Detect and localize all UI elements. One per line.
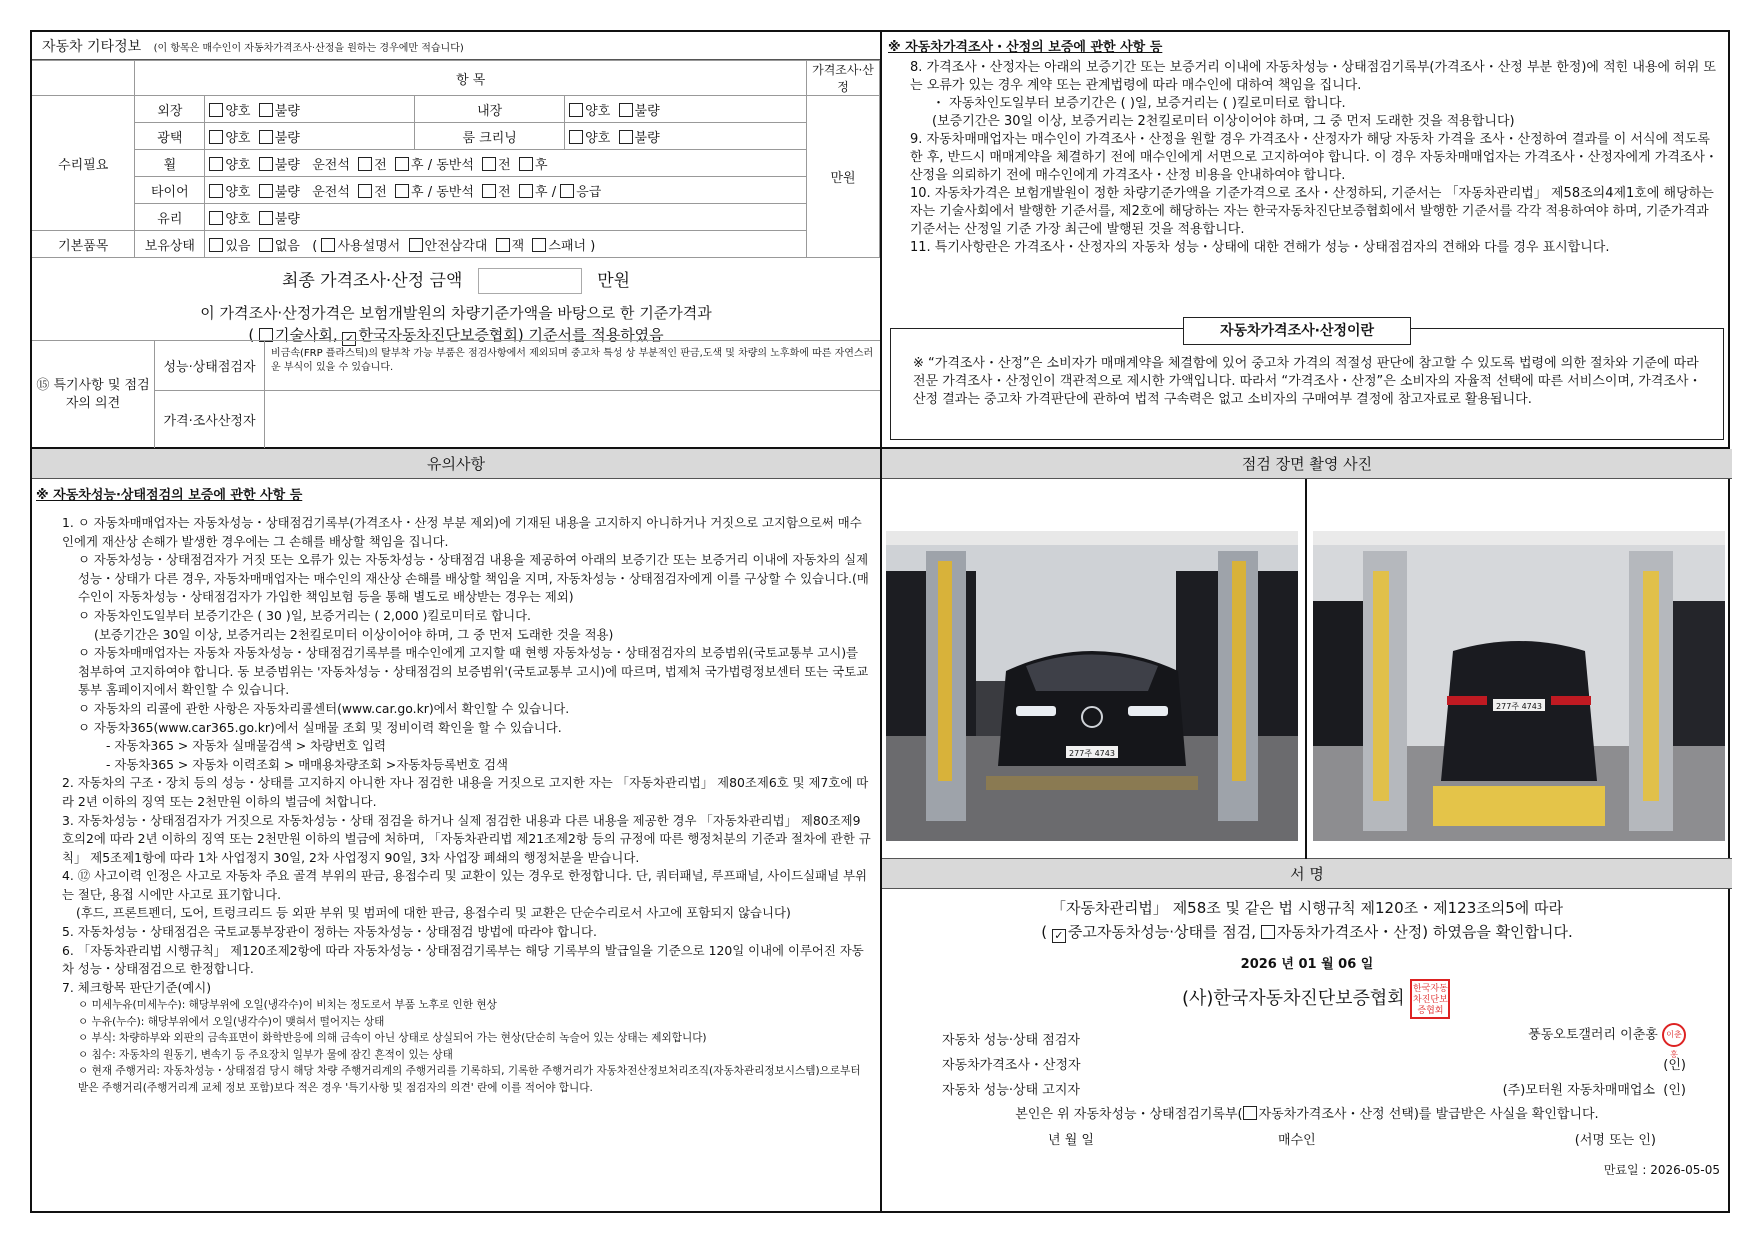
notice-title: ※ 자동차성능·상태점검의 보증에 관한 사항 등 xyxy=(36,488,303,503)
notice-item: - 자동차365 > 자동차 이력조회 > 매매용차량조회 >자동차등록번호 검색 xyxy=(106,756,508,772)
notice-item: 6. 「자동차관리법 시행규칙」 제120조제2항에 따라 자동차성능・상태점검기록부는 해당 기록부의 발급일을 기준으로 120일 이내에 이루어진 자동차 성능・상태점검으로 한정합니다. xyxy=(62,942,864,977)
inspector-label: 자동차 성능·상태 점검자 xyxy=(942,1033,1080,1048)
row-tire-label: 타이어 xyxy=(135,177,205,204)
wheel-passenger-rear-checkbox[interactable] xyxy=(519,157,533,171)
association-stamp: 한국자동차진단보증협회 xyxy=(1410,979,1450,1019)
front-plate: 277주 4743 xyxy=(1069,749,1115,758)
row-owned-label: 보유상태 xyxy=(135,231,205,258)
tire-passenger-front-checkbox[interactable] xyxy=(482,184,496,198)
remarks-inspector-value: 비금속(FRP 플라스틱)의 탈부착 가능 부품은 점검사항에서 제외되며 중고차 특성 상 부분적인 판금,도색 및 차량의 노후화에 따른 자연스러운 부식이 있을 수 있습니다. xyxy=(265,341,880,391)
law-line: 「자동차관리법」 제58조 및 같은 법 시행규칙 제120조・제123조의5에 따라 xyxy=(1050,899,1564,917)
notice-section xyxy=(32,449,880,1215)
appraiser-seal: (인) xyxy=(1663,1058,1686,1073)
notice-item: 4. ⑫ 사고이력 인정은 사고로 자동차 주요 골격 부위의 판금, 용접수리 및 교환이 있는 경우로 한정합니다. 단, 쿼터패널, 루프패널, 사이드실패널 부위는 절단, 용접 시에만 사고로 표기합니다. xyxy=(62,868,867,902)
association-name: (사)한국자동차진단보증협회 한국자동차진단보증협회 xyxy=(1182,979,1450,1019)
price-appraisal-checkbox[interactable] xyxy=(1261,925,1275,939)
row-room-clean-label: 룸 크리닝 xyxy=(415,123,565,150)
final-price-label: 최종 가격조사·산정 금액 xyxy=(281,271,463,291)
notice-item: 3. 자동차성능・상태점검자가 거짓으로 자동차성능・상태 점검을 하거나 실제 점검한 내용과 다른 내용을 제공한 경우 「자동차관리법」 제80조제9호의2에 따라 2년 이하의 징역 또는 2천만원 이하의 벌금에 처하며, 「자동차관리법 제21조제2항 등의 규정에 따른 행정처분의 기준과 절차에 관한 규칙」 제5조제1항에 따라 1차 사업정지 30일, 2차 사업정지 90일, 3차 사업장 폐쇄의 행정처분을 받습니다. xyxy=(62,812,871,865)
notice-item: ㅇ 자동차인도일부터 보증기간은 ( 30 )일, 보증거리는 ( 2,000 )킬로미터로 합니다. xyxy=(78,607,531,623)
final-price-unit: 만원 xyxy=(597,271,631,291)
notice-item: ㅇ 자동차의 리콜에 관한 사항은 자동차리콜센터(www.car.go.kr)에서 확인할 수 있습니다. xyxy=(78,700,570,716)
item-10: 10. 자동차가격은 보험개발원이 정한 차량기준가액을 기준가격으로 조사・산정하되, 기준서는 「자동차관리법」 제58조의4제1호에 해당하는 자는 기술사회에서 발행한 기준서를, 제2호에 해당하는 자는 한국자동차진단보증협회에서 발행한 기준서를 각각 적용하여야 하며, 기준가격과 기준서는 산정일 기준 가장 최근에 발행된 것을 적용합니다. xyxy=(910,186,1714,237)
remarks-appraiser-label: 가격·조사산정자 xyxy=(155,391,265,448)
photo-band: 점검 장면 촬영 사진 xyxy=(882,449,1732,479)
interior-bad-checkbox[interactable] xyxy=(619,103,633,117)
glass-good-checkbox[interactable] xyxy=(209,211,223,225)
notice-item: 5. 자동차성능・상태점검은 국토교통부장관이 정하는 자동차성능・상태점검 방법에 따라야 합니다. xyxy=(62,924,597,940)
gloss-good-checkbox[interactable] xyxy=(209,130,223,144)
signature-block xyxy=(882,889,1732,1215)
room-clean-good-checkbox[interactable] xyxy=(569,130,583,144)
notice-item: 2. 자동차의 구조・장치 등의 성능・상태를 고지하지 아니한 자나 점검한 내용을 거짓으로 고지한 자는 「자동차관리법」 제80조제6호 및 제7호에 따라 2년 이하의 징역 또는 2천만원 이하의 벌금에 처합니다. xyxy=(62,775,869,809)
remarks-label: ⑮ 특기사항 및 점검자의 의견 xyxy=(32,341,155,448)
criteria-item: ㅇ 부식: 차량하부와 외판의 금속표면이 화학반응에 의해 금속이 아닌 상태로 상실되어 가는 현상(단순히 녹슬어 있는 상태는 제외합니다) xyxy=(78,1032,707,1045)
inspector-signature: 풍동오토갤러리 이춘홍 이춘홍 xyxy=(1528,1023,1686,1047)
appraiser-label: 자동차가격조사・산정자 xyxy=(942,1058,1081,1073)
buyer-appraisal-checkbox[interactable] xyxy=(1243,1106,1257,1120)
group-basic-label: 기본품목 xyxy=(32,231,135,258)
appraisal-definition-text: ※ “가격조사・산정”은 소비자가 매매계약을 체결함에 있어 중고차 가격의 적절성 판단에 참고할 수 있도록 법령에 의한 절차와 기준에 따라 전문 가격조사・산정인이 객관적으로 제시한 가액입니다. 따라서 “가격조사・산정”은 소비자의 자율적 선택에 따른 서비스이며, 가격조사・산정 결과는 중고차 가격판단에 관하여 법적 구속력은 없고 소비자의 구매여부 결정에 참고자료로 활용됩니다. xyxy=(913,356,1702,407)
price-appraisal-warranty-section xyxy=(882,32,1732,447)
group-repair-label: 수리필요 xyxy=(32,96,135,231)
wheel-bad-checkbox[interactable] xyxy=(259,157,273,171)
tire-good-checkbox[interactable] xyxy=(209,184,223,198)
notice-item: 1. ㅇ 자동차매매업자는 자동차성능・상태점검기록부(가격조사・산정 부분 제외)에 기재된 내용을 고지하지 아니하거나 거짓으로 고지함으로써 매수인에게 재산상 손해가 발생한 경우에는 그 손해를 배상할 책임을 집니다. xyxy=(62,515,862,549)
remarks-inspector-label: 성능·상태점검자 xyxy=(155,341,265,391)
basis-statement: 이 가격조사·산정가격은 보험개발원의 차량기준가액을 바탕으로 한 기준가격과 ( 기술사회, ✓ 한국자동차진단보증협회) 기준서를 적용하였음 xyxy=(200,304,712,345)
manual-checkbox[interactable] xyxy=(321,238,335,252)
final-price-input[interactable] xyxy=(478,268,582,294)
jack-checkbox[interactable] xyxy=(496,238,510,252)
wheel-good-checkbox[interactable] xyxy=(209,157,223,171)
tire-passenger-rear-checkbox[interactable] xyxy=(519,184,533,198)
notice-item: (보증기간은 30일 이상, 보증거리는 2천킬로미터 이상이어야 하며, 그 중 먼저 도래한 것을 적용) xyxy=(94,626,614,642)
tire-bad-checkbox[interactable] xyxy=(259,184,273,198)
row-wheel-label: 휠 xyxy=(135,150,205,177)
criteria-item: ㅇ 침수: 자동차의 원동기, 변속기 등 주요장치 일부가 물에 잠긴 흔적이 있는 상태 xyxy=(78,1048,453,1061)
section-subtitle: (이 항목은 매수인이 자동차가격조사·산정을 원하는 경우에만 적습니다) xyxy=(153,43,464,54)
buyer-label: 매수인 xyxy=(1278,1133,1316,1148)
notice-item: (후드, 프론트펜더, 도어, 트렁크리드 등 외판 부위 및 범퍼에 대한 판금, 용접수리 및 교환은 단순수리로서 사고에 포함되지 않습니다) xyxy=(76,905,791,921)
tire-driver-rear-checkbox[interactable] xyxy=(395,184,409,198)
exterior-good-checkbox[interactable] xyxy=(209,103,223,117)
row-gloss-label: 광택 xyxy=(135,123,205,150)
expiry-date: 만료일 : 2026-05-05 xyxy=(1603,1163,1720,1177)
item-11: 11. 특기사항란은 가격조사・산정자의 자동차 성능・상태에 대한 견해가 성능・상태점검자의 견해와 다를 경우 표시합니다. xyxy=(910,240,1610,255)
buyer-confirm-line: 본인은 위 자동차성능・상태점검기록부( 자동차가격조사・산정 선택)를 발급받은 사실을 확인합니다. xyxy=(1015,1107,1599,1122)
inspector-seal: 이춘홍 xyxy=(1662,1023,1686,1047)
section-header xyxy=(32,32,880,60)
buyer-date: 년 월 일 xyxy=(1048,1133,1094,1148)
price-unit: 만원 xyxy=(807,96,880,258)
owned-no-checkbox[interactable] xyxy=(259,238,273,252)
row-glass-label: 유리 xyxy=(135,204,205,231)
buyer-signature-slot[interactable]: (서명 또는 인) xyxy=(1574,1133,1656,1148)
appraisal-definition-title: 자동차가격조사·산정이란 xyxy=(1183,317,1411,345)
item-8-note: (보증기간은 30일 이상, 보증거리는 2천킬로미터 이상이어야 하며, 그 중 먼저 도래한 것을 적용합니다) xyxy=(932,114,1515,129)
exterior-bad-checkbox[interactable] xyxy=(259,103,273,117)
triangle-checkbox[interactable] xyxy=(409,238,423,252)
wheel-passenger-front-checkbox[interactable] xyxy=(482,157,496,171)
notice-band: 유의사항 xyxy=(32,449,880,479)
section-title: 자동차 기타정보 xyxy=(42,39,142,55)
notice-item: ㅇ 자동차성능・상태점검자가 거짓 또는 오류가 있는 자동차성능・상태점검 내용을 제공하여 아래의 보증기간 또는 보증거리 이내에 자동차의 실제 성능・상태가 다른 경우, 자동차매매업자는 매수인의 재산상 손해를 배상할 책임을 지며, 자동차성능・상태점검자에게 이를 구상할 수 있습니다.(매수인이 자동차성능・상태점검자가 가입한 책임보험 등을 통해 별도로 배상받는 경우는 제외) xyxy=(78,552,869,605)
gloss-bad-checkbox[interactable] xyxy=(259,130,273,144)
item-9: 9. 자동차매매업자는 매수인이 가격조사・산정을 원할 경우 가격조사・산정자가 해당 자동차 가격을 조사・산정하여 결과를 이 서식에 적도록 한 후, 반드시 매매계약을 체결하기 전에 매수인에게 서면으로 고지하여야 합니다. 이 경우 자동차매매업자는 가격조사・산정자에게 가격조사・산정을 의뢰하기 전에 매수인에게 가격조사・산정 비용을 안내하여야 합니다. xyxy=(910,132,1718,183)
notice-body xyxy=(32,508,880,1096)
item-8: 8. 가격조사・산정자는 아래의 보증기간 또는 보증거리 이내에 자동차성능・상태점검기록부(가격조사・산정 부분 한정)에 적힌 내용에 허위 또는 오류가 있는 경우 계약 또는 관계법령에 따라 매수인에 대하여 책임을 집니다. xyxy=(910,60,1716,93)
notifier-signature: (주)모터원 자동차매매업소 (인) xyxy=(1502,1083,1686,1098)
appraisal-definition-box xyxy=(890,323,1724,440)
glass-bad-checkbox[interactable] xyxy=(259,211,273,225)
inspection-form xyxy=(30,30,1730,1213)
photo-and-signature-section xyxy=(882,449,1732,1215)
warranty-items xyxy=(882,59,1732,257)
signature-band: 서 명 xyxy=(882,859,1732,889)
col-price-header: 가격조사·산정 xyxy=(807,61,880,96)
remarks-section xyxy=(32,340,880,447)
owned-yes-checkbox[interactable] xyxy=(209,238,223,252)
inspection-photos xyxy=(882,479,1732,859)
issue-date: 2026 년 01 월 06 일 xyxy=(1240,957,1374,972)
notice-item: 7. 체크항목 판단기준(예시) xyxy=(62,979,212,995)
notice-item: ㅇ 자동차365(www.car365.go.kr)에서 실매물 조회 및 정비이력 확인을 할 수 있습니다. xyxy=(78,719,562,735)
final-price-row xyxy=(32,258,880,294)
wheel-driver-rear-checkbox[interactable] xyxy=(395,157,409,171)
room-clean-bad-checkbox[interactable] xyxy=(619,130,633,144)
performance-check-checkbox-checked[interactable]: ✓ xyxy=(1052,929,1066,943)
warranty-title: ※ 자동차가격조사・산정의 보증에 관한 사항 등 xyxy=(888,40,1163,55)
front-car-photo xyxy=(886,531,1298,841)
wheel-driver-front-checkbox[interactable] xyxy=(358,157,372,171)
tire-emergency-checkbox[interactable] xyxy=(560,184,574,198)
row-exterior-label: 외장 xyxy=(135,96,205,123)
tire-driver-front-checkbox[interactable] xyxy=(358,184,372,198)
criteria-item: ㅇ 현재 주행거리: 자동차성능・상태점검 당시 해당 차량 주행거리계의 주행거리를 기록하되, 기록한 주행거리가 자동차전산정보처리조직(자동차관리정보시스템)으로부터 받은 주행거리(주행거리계 교체 정보 포함)보다 적은 경우 '특기사항 및 점검자의 의견' 란에 이를 적어야 합니다. xyxy=(78,1065,861,1094)
criteria-item: ㅇ 미세누유(미세누수): 해당부위에 오일(냉각수)이 비치는 정도로서 부품 노후로 인한 현상 xyxy=(78,999,497,1012)
kadia-checkbox-checked[interactable]: ✓ xyxy=(342,332,356,346)
row-interior-label: 내장 xyxy=(415,96,565,123)
col-item-header: 항 목 xyxy=(135,61,807,96)
notice-item: ㅇ 자동차매매업자는 자동차 자동차성능・상태점검기록부를 매수인에게 고지할 때 현행 자동차성능・상태점검자의 보증범위(국토교통부 고시)를 첨부하여 고지하여야 합니다. 동 보증범위는 '자동차성능・상태점검의 보증범위'(국토교통부 고시)에 따르며, 법제처 국가법령정보센터 또는 국토교통부 홈페이지에서 확인할 수 있습니다. xyxy=(78,645,869,698)
vehicle-other-info-section xyxy=(32,32,880,447)
spanner-checkbox[interactable] xyxy=(532,238,546,252)
notice-item: - 자동차365 > 자동차 실매물검색 > 차량번호 입력 xyxy=(106,738,386,754)
confirm-check-line: ( ✓ 중고자동차성능·상태를 점검, 자동차가격조사・산정) 하였음을 확인합니다. xyxy=(1041,923,1573,942)
rear-car-photo xyxy=(1313,531,1725,841)
interior-good-checkbox[interactable] xyxy=(569,103,583,117)
vehicle-info-table: 항 목 가격조사·산정 수리필요 외장 양호 불량 내장 양호 불량 만원 광택 양호 불량 룸 크리닝 양호 불량 휠 양호 불량 운전석 전 후 / 동반석 전 후 타이어 양호 불량 운전석 전 후 / 동반석 전 후 / 응급 유리 양호 불량 기본품목 보유상태 있음 없음 ( 사용설명서 안전삼각대 잭 스패너 ) xyxy=(32,60,880,258)
notifier-label: 자동차 성능·상태 고지자 xyxy=(942,1083,1080,1098)
item-8-period: ・ 자동차인도일부터 보증기간은 ( )일, 보증거리는 ( )킬로미터로 합니다. xyxy=(932,96,1346,111)
criteria-item: ㅇ 누유(누수): 해당부위에서 오일(냉각수)이 맺혀서 떨어지는 상태 xyxy=(78,1015,385,1028)
rear-plate: 277주 4743 xyxy=(1496,702,1542,711)
